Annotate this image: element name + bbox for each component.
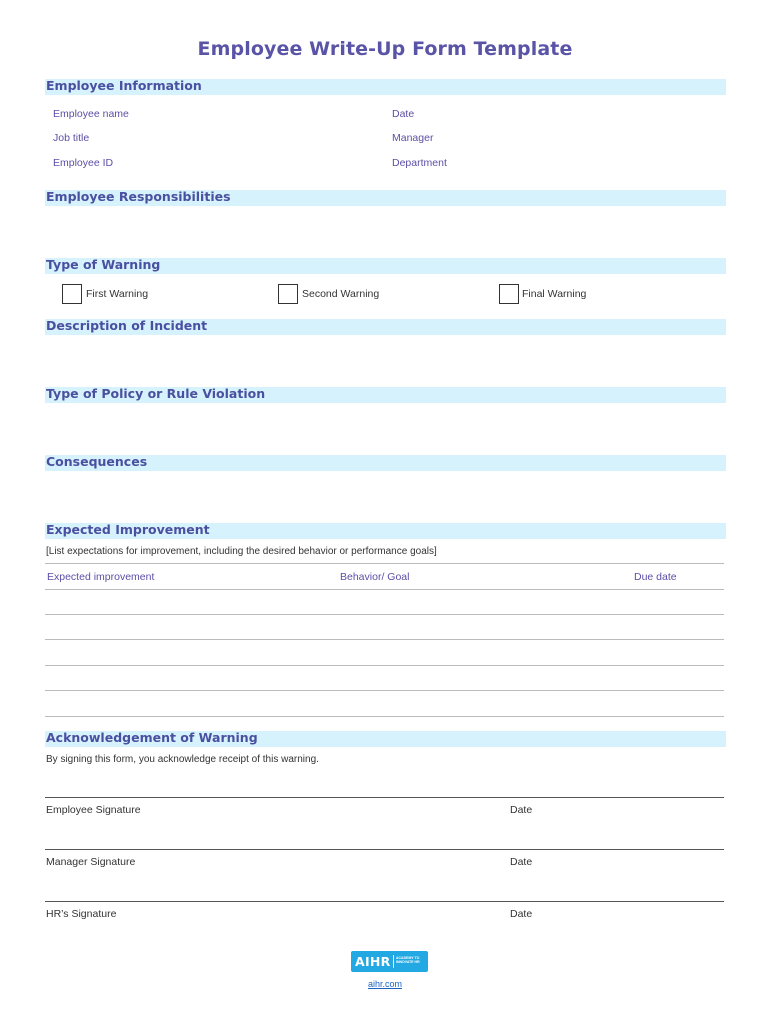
table-top-border xyxy=(45,563,724,564)
table-row[interactable] xyxy=(45,690,724,691)
section-title: Consequences xyxy=(46,454,148,469)
section-title: Employee Responsibilities xyxy=(46,189,231,204)
section-expected-improvement xyxy=(45,523,726,539)
table-header-border xyxy=(45,589,724,590)
page-title: Employee Write-Up Form Template xyxy=(197,38,573,60)
first-warning-label: First Warning xyxy=(86,288,149,300)
section-title: Acknowledgement of Warning xyxy=(46,730,258,745)
manager-signature-label: Manager Signature xyxy=(46,856,136,868)
section-employee-responsibilities xyxy=(45,190,726,206)
manager-signature-date-label: Date xyxy=(510,856,533,868)
acknowledgement-note: By signing this form, you acknowledge receipt of this warning. xyxy=(46,754,319,765)
table-row[interactable] xyxy=(45,665,724,666)
employee-signature-date-label: Date xyxy=(510,804,533,816)
section-consequences xyxy=(45,455,726,471)
employee-id-label: Employee ID xyxy=(53,157,114,169)
improvement-instructions: [List expectations for improvement, including the desired behavior or performance goals] xyxy=(46,546,437,557)
hr-signature-line[interactable] xyxy=(45,901,724,902)
first-warning-checkbox[interactable] xyxy=(62,284,82,304)
employee-name-label: Employee name xyxy=(53,108,129,120)
employee-signature-line[interactable] xyxy=(45,797,724,798)
aihr-logo xyxy=(351,951,428,972)
table-row[interactable] xyxy=(45,639,724,640)
logo-text: AIHR xyxy=(355,954,391,969)
section-title: Description of Incident xyxy=(46,318,208,333)
job-title-label: Job title xyxy=(53,132,90,144)
final-warning-checkbox[interactable] xyxy=(499,284,519,304)
column-behavior-goal: Behavior/ Goal xyxy=(340,571,410,583)
table-row[interactable] xyxy=(45,716,724,717)
hr-signature-label: HR’s Signature xyxy=(46,908,117,920)
section-title: Type of Policy or Rule Violation xyxy=(46,386,266,401)
footer-link[interactable]: aihr.com xyxy=(367,979,402,989)
table-row[interactable] xyxy=(45,614,724,615)
section-policy-violation xyxy=(45,387,726,403)
manager-signature-line[interactable] xyxy=(45,849,724,850)
section-type-of-warning xyxy=(45,258,726,274)
department-label: Department xyxy=(392,157,447,169)
column-due-date: Due date xyxy=(634,571,677,583)
section-acknowledgement xyxy=(45,731,726,747)
second-warning-checkbox[interactable] xyxy=(278,284,298,304)
section-title: Type of Warning xyxy=(46,257,161,272)
logo-subtext: ACADEMY TO INNOVATE HR xyxy=(396,956,420,964)
logo-separator xyxy=(393,955,394,968)
employee-signature-label: Employee Signature xyxy=(46,804,141,816)
section-description-of-incident xyxy=(45,319,726,335)
section-employee-information xyxy=(45,79,726,95)
manager-label: Manager xyxy=(392,132,434,144)
date-label: Date xyxy=(392,108,415,120)
final-warning-label: Final Warning xyxy=(522,288,587,300)
column-expected-improvement: Expected improvement xyxy=(47,571,155,583)
section-title: Expected Improvement xyxy=(46,522,210,537)
section-title: Employee Information xyxy=(46,78,202,93)
hr-signature-date-label: Date xyxy=(510,908,533,920)
second-warning-label: Second Warning xyxy=(302,288,380,300)
